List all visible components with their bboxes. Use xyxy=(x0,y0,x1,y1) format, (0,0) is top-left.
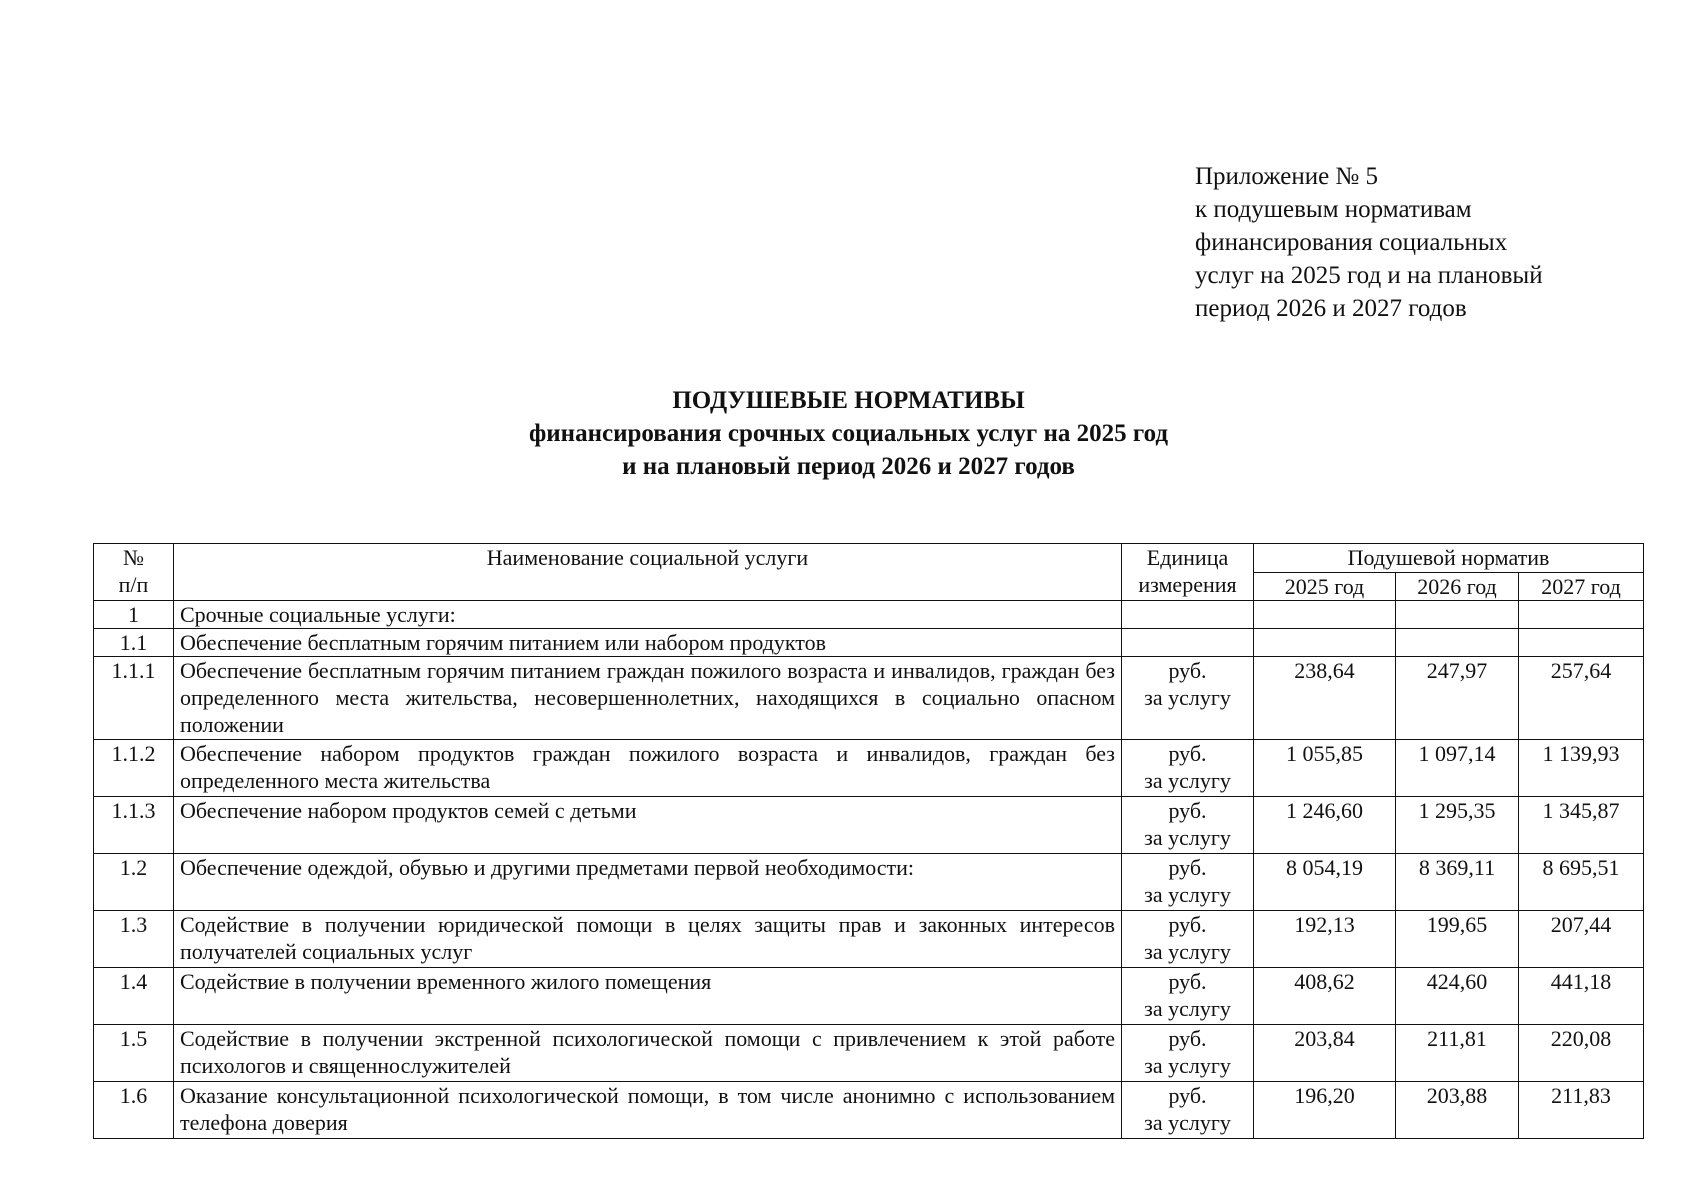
row-unit xyxy=(1122,740,1254,797)
row-name: Обеспечение бесплатным горячим питанием граждан пожилого возраста и инвалидов, граждан без определенного места жительства, несовершеннолетних, находящихся в социально опасном положении xyxy=(174,657,1122,740)
row-num: 1.1.1 xyxy=(94,657,174,740)
row-2026 xyxy=(1396,601,1519,629)
row-unit-line2: за услугу xyxy=(1144,1053,1231,1078)
row-unit xyxy=(1122,1082,1254,1139)
header-2026: 2026 год xyxy=(1396,573,1519,601)
row-name: Содействие в получении экстренной психологической помощи с привлечением к этой работе психологов и священнослужителей xyxy=(174,1025,1122,1082)
row-unit xyxy=(1122,854,1254,911)
row-name: Обеспечение набором продуктов граждан пожилого возраста и инвалидов, граждан без определенного места жительства xyxy=(174,740,1122,797)
row-2025: 203,84 xyxy=(1254,1025,1396,1082)
appendix-line: финансирования социальных xyxy=(1195,229,1508,256)
row-2027: 1 345,87 xyxy=(1519,797,1644,854)
row-2025: 408,62 xyxy=(1254,968,1396,1025)
appendix-line: к подушевым нормативам xyxy=(1195,196,1472,223)
appendix-block xyxy=(1195,160,1543,325)
header-name: Наименование социальной услуги xyxy=(174,544,1122,601)
row-unit-line2: за услугу xyxy=(1144,685,1231,710)
row-2027: 1 139,93 xyxy=(1519,740,1644,797)
row-unit-line2: за услугу xyxy=(1144,882,1231,907)
row-unit-line1: руб. xyxy=(1168,1083,1207,1108)
row-unit-line2: за услугу xyxy=(1144,1110,1231,1135)
norms-table xyxy=(93,543,1644,1139)
row-unit xyxy=(1122,601,1254,629)
row-2025 xyxy=(1254,601,1396,629)
row-unit xyxy=(1122,629,1254,657)
row-num: 1.5 xyxy=(94,1025,174,1082)
row-unit xyxy=(1122,968,1254,1025)
table-row xyxy=(94,629,1644,657)
row-num: 1.1.3 xyxy=(94,797,174,854)
row-name: Содействие в получении временного жилого помещения xyxy=(174,968,1122,1025)
row-name: Обеспечение бесплатным горячим питанием или набором продуктов xyxy=(174,629,1122,657)
row-2026: 211,81 xyxy=(1396,1025,1519,1082)
row-unit-line2: за услугу xyxy=(1144,768,1231,793)
header-unit xyxy=(1122,544,1254,601)
row-2025: 238,64 xyxy=(1254,657,1396,740)
table-row xyxy=(94,968,1644,1025)
row-unit-line2: за услугу xyxy=(1144,939,1231,964)
row-unit-line1: руб. xyxy=(1168,912,1207,937)
row-2027 xyxy=(1519,601,1644,629)
row-2027: 8 695,51 xyxy=(1519,854,1644,911)
row-2025 xyxy=(1254,629,1396,657)
row-unit xyxy=(1122,911,1254,968)
row-2026: 1 097,14 xyxy=(1396,740,1519,797)
table-row xyxy=(94,740,1644,797)
row-num: 1.2 xyxy=(94,854,174,911)
row-2026: 247,97 xyxy=(1396,657,1519,740)
row-2026: 203,88 xyxy=(1396,1082,1519,1139)
row-2027: 220,08 xyxy=(1519,1025,1644,1082)
row-num: 1 xyxy=(94,601,174,629)
row-unit-line1: руб. xyxy=(1168,798,1207,823)
row-2025: 192,13 xyxy=(1254,911,1396,968)
row-num: 1.6 xyxy=(94,1082,174,1139)
appendix-line: услуг на 2025 год и на плановый xyxy=(1195,262,1543,289)
row-num: 1.1 xyxy=(94,629,174,657)
table-row xyxy=(94,1082,1644,1139)
row-2026: 8 369,11 xyxy=(1396,854,1519,911)
table-row xyxy=(94,797,1644,854)
row-2027: 257,64 xyxy=(1519,657,1644,740)
table-row xyxy=(94,911,1644,968)
table-row xyxy=(94,854,1644,911)
header-num-line2: п/п xyxy=(118,572,149,597)
row-num: 1.4 xyxy=(94,968,174,1025)
appendix-line: период 2026 и 2027 годов xyxy=(1195,295,1467,322)
row-name: Обеспечение набором продуктов семей с детьми xyxy=(174,797,1122,854)
header-unit-line1: Единица xyxy=(1146,545,1229,570)
header-unit-line2: измерения xyxy=(1138,572,1237,597)
row-name: Содействие в получении юридической помощи в целях защиты прав и законных интересов получателей социальных услуг xyxy=(174,911,1122,968)
row-unit-line2: за услугу xyxy=(1144,825,1231,850)
title-line-3: и на плановый период 2026 и 2027 годов xyxy=(622,453,1075,480)
row-2026: 1 295,35 xyxy=(1396,797,1519,854)
row-2025: 196,20 xyxy=(1254,1082,1396,1139)
row-num: 1.1.2 xyxy=(94,740,174,797)
row-2025: 1 055,85 xyxy=(1254,740,1396,797)
row-num: 1.3 xyxy=(94,911,174,968)
header-2025: 2025 год xyxy=(1254,573,1396,601)
row-2025: 1 246,60 xyxy=(1254,797,1396,854)
row-unit-line1: руб. xyxy=(1168,741,1207,766)
table-row xyxy=(94,657,1644,740)
title-line-1: ПОДУШЕВЫЕ НОРМАТИВЫ xyxy=(672,387,1025,414)
title-line-2: финансирования срочных социальных услуг на 2025 год xyxy=(528,420,1169,447)
row-unit xyxy=(1122,1025,1254,1082)
row-2026 xyxy=(1396,629,1519,657)
header-2027: 2027 год xyxy=(1519,573,1644,601)
row-2026: 199,65 xyxy=(1396,911,1519,968)
table-row xyxy=(94,1025,1644,1082)
row-2027: 441,18 xyxy=(1519,968,1644,1025)
row-unit xyxy=(1122,657,1254,740)
row-unit-line2: за услугу xyxy=(1144,996,1231,1021)
document-title xyxy=(0,384,1697,483)
appendix-line: Приложение № 5 xyxy=(1195,163,1379,190)
header-num xyxy=(94,544,174,601)
row-unit xyxy=(1122,797,1254,854)
row-2027: 207,44 xyxy=(1519,911,1644,968)
row-unit-line1: руб. xyxy=(1168,658,1207,683)
row-2027 xyxy=(1519,629,1644,657)
row-name: Обеспечение одеждой, обувью и другими предметами первой необходимости: xyxy=(174,854,1122,911)
row-unit-line1: руб. xyxy=(1168,855,1207,880)
row-2026: 424,60 xyxy=(1396,968,1519,1025)
row-unit-line1: руб. xyxy=(1168,1026,1207,1051)
table-row xyxy=(94,601,1644,629)
row-name: Оказание консультационной психологической помощи, в том числе анонимно с использованием телефона доверия xyxy=(174,1082,1122,1139)
row-name: Срочные социальные услуги: xyxy=(174,601,1122,629)
row-unit-line1: руб. xyxy=(1168,969,1207,994)
header-num-line1: № xyxy=(123,545,144,570)
header-norm: Подушевой норматив xyxy=(1254,544,1644,573)
row-2027: 211,83 xyxy=(1519,1082,1644,1139)
row-2025: 8 054,19 xyxy=(1254,854,1396,911)
